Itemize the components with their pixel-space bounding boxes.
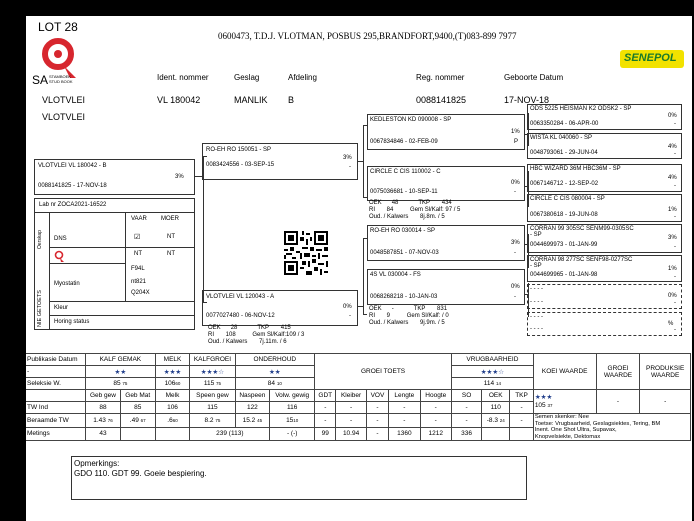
qr-code-icon bbox=[282, 229, 330, 277]
remarks-label: Opmerkings: bbox=[74, 459, 120, 468]
breeder-address: 0600473, T.D.J. VLOTMAN, POSBUS 295,BRANDFORT,9400,(T)083-899 7977 bbox=[218, 31, 517, 41]
melk-header: MELK bbox=[155, 354, 190, 366]
ggp-box-1: ODS 5225 HEISMAN K2 ODSK2 - SP 0% 0063350284 - 06-APR-00 - bbox=[527, 104, 682, 130]
sel-kalfgroei: 115 75 bbox=[190, 378, 235, 390]
table-row-beraamde-tw: Beraamde TW 1.43 76 .49 67 .660 8.2 75 15.2 45 1510 - - - - - - -8.3 24 - Semen skenker: Nee Toetse: Vrugbaarheid, Geslagsiektes, Tering, BM Inent. One Shot Ultra, Supavax, Knopvelsiekte, Dektomax bbox=[26, 414, 691, 428]
geslag-value: MANLIK bbox=[234, 95, 268, 105]
seleksie-label: Seleksie W. bbox=[26, 378, 86, 390]
birth-label: Geboorte Datum bbox=[504, 73, 564, 82]
kalf-gemak-header: KALF GEMAK bbox=[86, 354, 156, 366]
ggp-box-7: - - - - 0% - - - - - bbox=[527, 284, 682, 309]
sel-onderhoud: 84 10 bbox=[235, 378, 315, 390]
afdeling-label: Afdeling bbox=[288, 73, 317, 82]
gp-box-4: 4S VL 030004 - FS 0% 0068268218 - 10-JAN-03 - bbox=[367, 269, 525, 305]
ggp-box-8: - - - - % - - - - - bbox=[527, 312, 682, 336]
myostatin-label: Myostatin bbox=[54, 281, 80, 287]
geslag-label: Geslag bbox=[234, 73, 260, 82]
ident-value: VL 180042 bbox=[157, 95, 201, 105]
produksie-waarde-value: - bbox=[640, 390, 691, 414]
row2-moer: NT bbox=[167, 251, 175, 257]
myostatin-nt821: nt821 bbox=[131, 279, 147, 285]
lot-number: LOT 28 bbox=[38, 20, 78, 34]
sel-kalf: 85 75 bbox=[86, 378, 156, 390]
sel-vrug: 114 14 bbox=[451, 378, 533, 390]
koei-waarde-header: KOEI WAARDE bbox=[533, 354, 596, 390]
ggp-box-4: CIRCLE C CIS 080004 - SP 1% 0067380618 - 19-JUN-08 - bbox=[527, 194, 682, 222]
vrug-stars-icon: ★★★☆ bbox=[451, 366, 533, 378]
gp-box-1: KEDLESTON KD 090008 - SP 1% 0067834846 - 02-FEB-09 P bbox=[367, 114, 525, 150]
table-row-tw-ind: TW Ind 88 85 106 115 122 116 - - - - - - 110 - bbox=[26, 402, 691, 414]
reg-label: Reg. nommer bbox=[416, 73, 465, 82]
pub-date-value: - bbox=[26, 366, 86, 378]
lot-card bbox=[26, 16, 692, 521]
lab-number: Lab nr ZOCA2021-16522 bbox=[39, 202, 107, 208]
table-row-metings: Metings 43 239 (113) - (-) 99 10.94 - 1360 1212 336 bbox=[26, 427, 691, 441]
remarks-text: GDO 110. GDT 99. Goeie bespiering. bbox=[74, 469, 207, 478]
produksie-waarde-header: PRODUKSIE WAARDE bbox=[640, 354, 691, 390]
senepol-logo: SENEPOL bbox=[620, 50, 684, 68]
nie-getoets-label: NIE GETOETS bbox=[37, 290, 43, 327]
oorsprong-side-label: Oerskap bbox=[37, 230, 43, 249]
koei-waarde-value: ★★★ 105 37 bbox=[533, 390, 596, 414]
afdeling-value: B bbox=[288, 95, 295, 105]
dam-box: VLOTVLEI VL 120043 - A 0% 0077027480 - 06-NOV-12 - bbox=[202, 290, 358, 326]
ggp-box-5: CORRAN 99 305SC SENM99-0305SC - SP 3% 0044699973 - 01-JAN-99 - bbox=[527, 224, 682, 253]
reg-value: 0088141825 bbox=[416, 95, 467, 105]
performance-table: Publikasie Datum KALF GEMAK MELK KALFGROEI ONDERHOUD GROEI TOETS VRUGBAARHEID KOEI WAARDE GROEI WAARDE PRODUKSIE WAARDE - ★★ ★★★ ★★★☆ ★★ ★★★☆ Seleksie W. 85 75 10660 115 75 84 10 114 14 Geb gew Geb Mat Melk Speen gew Naspeen Volw. gewig GDT Kleiber VOV Lengte Hoogte SO OEK TKP ★★★ 105 37 - - TW Ind 88 85 106 115 122 116 - - - - - - 110 - Beraamde TW 1.43 76 .49 67 .660 8.2 75 15.2 45 1510 - - - - - - -8.3 24 - Semen skenker: Nee Toetse: Vrugbaarheid, Geslagsiektes, Tering, BM Inent. One Shot Ultra, Supavax, Knopvelsiekte, Dektomax Metings 43 239 (113) - (-) 99 10.94 - 1360 1212 336 bbox=[26, 353, 691, 441]
dns-vaar-check: ☑ bbox=[134, 234, 141, 241]
vrugbaarheid-header: VRUGBAARHEID bbox=[451, 354, 533, 366]
sel-melk: 10660 bbox=[155, 378, 190, 390]
groei-toets-header: GROEI TOETS bbox=[315, 354, 452, 390]
pub-date-label: Publikasie Datum bbox=[26, 354, 86, 366]
row2-vaar: NT bbox=[134, 251, 142, 257]
gp-box-2: CIRCLE C CIS 110002 - C 0% 0075036681 - 10-SEP-11 - bbox=[367, 166, 525, 201]
ident-label: Ident. nommer bbox=[157, 73, 209, 82]
gp4-stats: OEK - TKP 831 RI 9 Gem Sl/Kalf: / 0 Oud. / Kalwers 9j.9m. / 5 bbox=[369, 306, 449, 326]
dns-label: DNS bbox=[54, 236, 67, 242]
myostatin-f94l: F94L bbox=[131, 266, 145, 272]
remarks-box bbox=[71, 456, 527, 500]
dns-moer: NT bbox=[167, 234, 175, 240]
genetics-panel bbox=[34, 198, 195, 330]
sa-small-logo-icon bbox=[53, 249, 65, 261]
vaar-header: VAAR bbox=[131, 216, 147, 222]
gp2-stats: OEK 48 TKP 434 RI 84 Gem Sl/Kalf: 97 / 5 Oud. / Kalwers 8j.8m. / 5 bbox=[369, 200, 461, 220]
ggp-box-6: CORRAN 98 277SC SENF98-0277SC - SP 1% 0044699965 - 01-JAN-98 - bbox=[527, 255, 682, 282]
subject-box: VLOTVLEI VL 180042 - B 3% 0088141825 - 17-NOV-18 bbox=[34, 159, 195, 195]
ggp-box-2: WISTA KL 040060 - SP 4% 0048793061 - 29-JUN-04 - bbox=[527, 133, 682, 159]
kleur-label: Kleur bbox=[54, 305, 69, 311]
onderhoud-header: ONDERHOUD bbox=[235, 354, 315, 366]
sire-box: RO-EH RO 150051 - SP 3% 0083424556 - 03-SEP-15 - bbox=[202, 143, 358, 180]
myostatin-q204x: Q204X bbox=[131, 290, 150, 296]
birth-value: 17-NOV-18 bbox=[504, 95, 550, 105]
kalfgroei-stars-icon: ★★★☆ bbox=[190, 366, 235, 378]
kalf-stars-icon: ★★ bbox=[86, 366, 156, 378]
herd-name-2: VLOTVLEI bbox=[42, 112, 86, 122]
horing-label: Horing status bbox=[54, 319, 90, 325]
gp-box-3: RO-EH RO 030014 - SP 3% 0048587851 - 07-NOV-03 - bbox=[367, 225, 525, 261]
groei-waarde-value: - bbox=[596, 390, 640, 414]
kalfgroei-header: KALFGROEI bbox=[190, 354, 235, 366]
semen-info: Semen skenker: Nee Toetse: Vrugbaarheid, Geslagsiektes, Tering, BM Inent. One Shot Ultra, Supavax, Knopvelsiekte, Dektomax bbox=[533, 414, 690, 441]
herd-name: VLOTVLEI bbox=[42, 95, 86, 105]
onderhoud-stars-icon: ★★ bbox=[235, 366, 315, 378]
moer-header: MOER bbox=[161, 216, 179, 222]
groei-waarde-header: GROEI WAARDE bbox=[596, 354, 640, 390]
logo-caption: STAMBOEK STUD BOOK bbox=[49, 74, 73, 84]
melk-stars-icon: ★★★ bbox=[155, 366, 190, 378]
dam-stats: OEK 28 TKP 415 RI 108 Gem Sl/Kalf:109 / 3 Oud. / Kalwers 7j.11m. / 6 bbox=[208, 325, 305, 345]
logo-sa-text: SA bbox=[32, 73, 49, 87]
ggp-box-3: HBC WIZARD 36M HBC36M - SP 4% 0067146712 - 12-SEP-02 - bbox=[527, 164, 682, 192]
